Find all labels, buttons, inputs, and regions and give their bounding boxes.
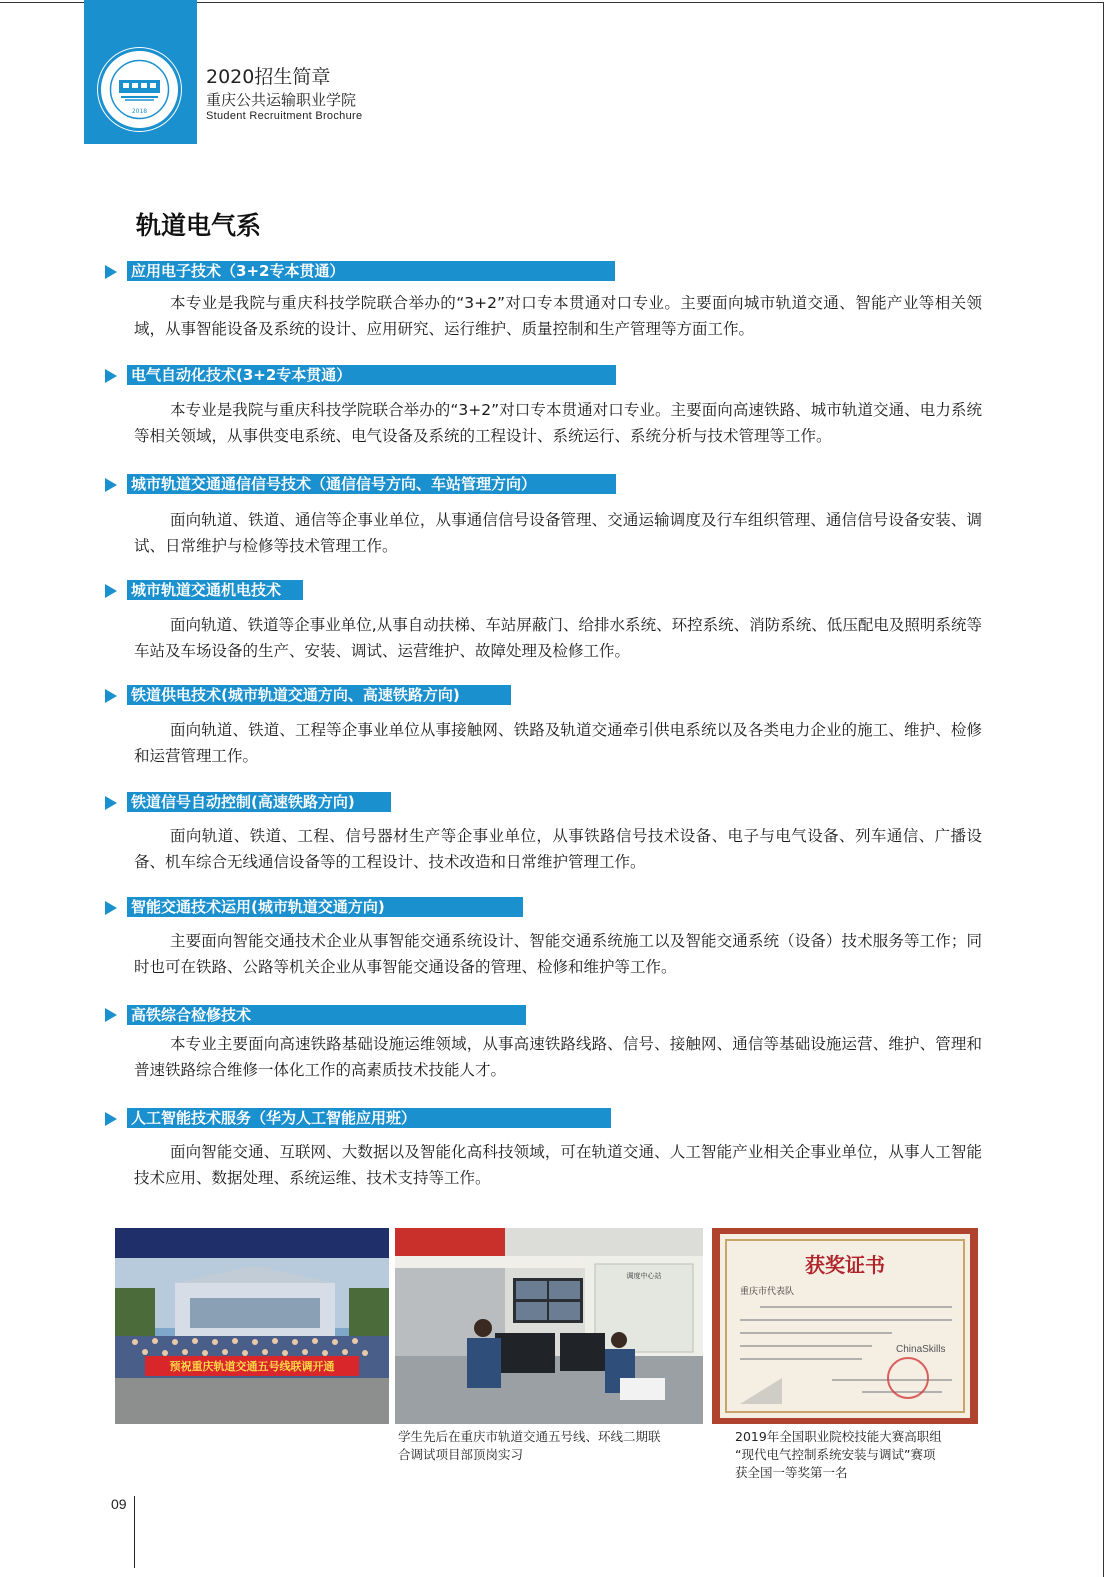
- award-certificate-photo: [712, 1228, 978, 1424]
- program-heading-bar: [127, 1005, 526, 1025]
- program-heading-bar: [127, 474, 616, 494]
- arrow-icon: [105, 478, 117, 492]
- program-heading: 智能交通技术运用(城市轨道交通方向): [131, 898, 385, 916]
- program-heading: 应用电子技术（3+2专本贯通）: [131, 262, 345, 280]
- certificate-recipient: 重庆市代表队: [740, 1287, 795, 1297]
- right-border-rule: [1103, 2, 1104, 1577]
- arrow-icon: [105, 901, 117, 915]
- program-description: 本专业是我院与重庆科技学院联合举办的“3+2”对口专本贯通对口专业。主要面向城市轨道交通、智能产业等相关领域，从事智能设备及系统的设计、应用研究、运行维护、质量控制和生产管理等方面工作。: [134, 294, 982, 338]
- arrow-icon: [105, 796, 117, 810]
- program-description: 面向智能交通、互联网、大数据以及智能化高科技领域，可在轨道交通、人工智能产业相关企事业单位，从事人工智能技术应用、数据处理、系统运维、技术支持等工作。: [134, 1143, 982, 1187]
- photo-caption-award-line2: “现代电气控制系统安装与调试”赛项: [735, 1447, 936, 1462]
- arrow-icon: [105, 1008, 117, 1022]
- arrow-icon: [105, 369, 117, 383]
- signage-text: 调度中心站: [626, 1272, 662, 1280]
- program-heading-bar: [127, 1108, 611, 1128]
- program-heading: 铁道供电技术(城市轨道交通方向、高速铁路方向): [131, 686, 460, 704]
- banner-text: 预祝重庆轨道交通五号线联调开通: [169, 1360, 335, 1373]
- program-heading: 高铁综合检修技术: [131, 1006, 252, 1024]
- photo-caption-award-line1: 2019年全国职业院校技能大赛高职组: [735, 1429, 942, 1444]
- program-description: 主要面向智能交通技术企业从事智能交通系统设计、智能交通系统施工以及智能交通系统（设备）技术服务等工作；同时也可在铁路、公路等机关企业从事智能交通设备的管理、检修和维护等工作。: [134, 932, 982, 976]
- arrow-icon: [105, 265, 117, 279]
- logo-block: [84, 0, 197, 144]
- arrow-icon: [105, 584, 117, 598]
- program-description: 面向轨道、铁道、工程等企事业单位从事接触网、铁路及轨道交通牵引供电系统以及各类电力企业的施工、维护、检修和运营管理工作。: [134, 721, 982, 765]
- control-room-photo: [395, 1228, 703, 1424]
- program-heading: 电气自动化技术(3+2专本贯通）: [131, 366, 352, 384]
- program-description: 面向轨道、铁道、工程、信号器材生产等企事业单位，从事铁路信号技术设备、电子与电气设备、列车通信、广播设备、机车综合无线通信设备等的工程设计、技术改造和日常维护管理工作。: [134, 827, 982, 871]
- english-subtitle: Student Recruitment Brochure: [206, 110, 363, 122]
- program-heading: 城市轨道交通通信信号技术（通信信号方向、车站管理方向）: [131, 475, 537, 493]
- logo-year: 2018: [131, 108, 148, 115]
- program-description: 本专业是我院与重庆科技学院联合举办的“3+2”对口专本贯通对口专业。主要面向高速铁路、城市轨道交通、电力系统等相关领域，从事供变电系统、电气设备及系统的工程设计、系统运行、系统分析与技术管理等工作。: [134, 401, 982, 445]
- program-heading-bar: [127, 365, 616, 385]
- program-heading: 铁道信号自动控制(高速铁路方向): [131, 793, 355, 811]
- certificate-brand: ChinaSkills: [896, 1344, 946, 1355]
- arrow-icon: [105, 1112, 117, 1126]
- program-description: 面向轨道、铁道、通信等企事业单位，从事通信信号设备管理、交通运输调度及行车组织管理、通信信号设备安装、调试、日常维护与检修等技术管理工作。: [134, 511, 982, 555]
- photo-caption-internship: 学生先后在重庆市轨道交通五号线、环线二期联合调试项目部顶岗实习: [398, 1429, 661, 1462]
- school-name: 重庆公共运输职业学院: [206, 91, 357, 109]
- group-photo: [115, 1228, 389, 1424]
- brochure-year-title: 2020招生简章: [206, 66, 331, 88]
- page-number-rule: [134, 1496, 135, 1568]
- certificate-title: 获奖证书: [805, 1253, 885, 1277]
- program-description: 本专业主要面向高速铁路基础设施运维领域，从事高速铁路线路、信号、接触网、通信等基础设施运营、维护、管理和普速铁路综合维修一体化工作的高素质技术技能人才。: [134, 1035, 982, 1079]
- program-heading: 城市轨道交通机电技术: [131, 581, 282, 599]
- program-heading-bar: [127, 897, 523, 917]
- school-seal-logo: [97, 47, 182, 132]
- page-number: 09: [111, 1496, 127, 1512]
- photo-caption-award-line3: 获全国一等奖第一名: [735, 1465, 848, 1480]
- program-heading-bar: [127, 792, 391, 812]
- program-heading-bar: [127, 685, 511, 705]
- arrow-icon: [105, 689, 117, 703]
- program-heading-bar: [127, 580, 303, 600]
- program-heading: 人工智能技术服务（华为人工智能应用班）: [131, 1109, 417, 1127]
- program-heading-bar: [127, 261, 615, 281]
- department-title: 轨道电气系: [136, 211, 262, 240]
- program-description: 面向轨道、铁道等企事业单位,从事自动扶梯、车站屏蔽门、给排水系统、环控系统、消防系统、低压配电及照明系统等车站及车场设备的生产、安装、调试、运营维护、故障处理及检修工作。: [134, 616, 982, 660]
